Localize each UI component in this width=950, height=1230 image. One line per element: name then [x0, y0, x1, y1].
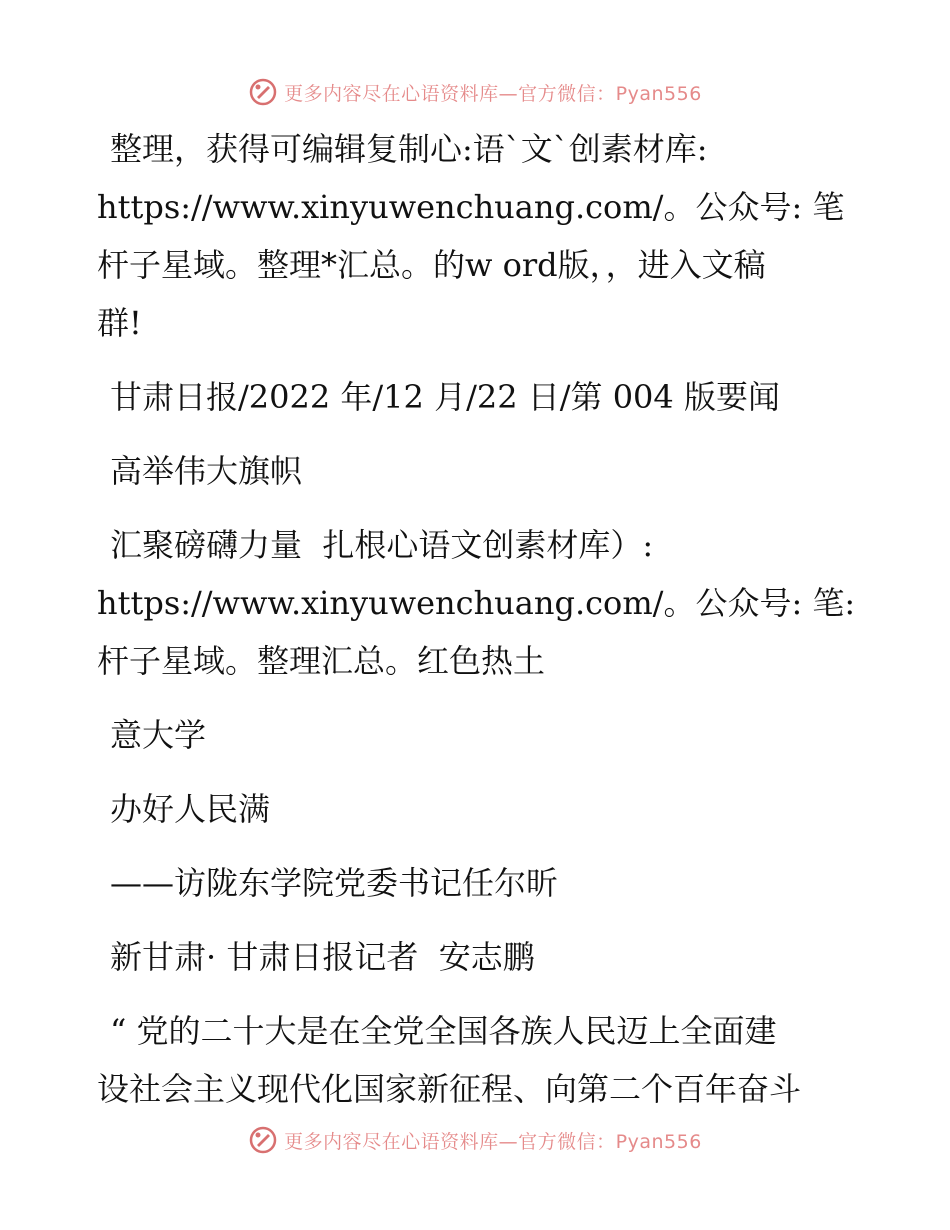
newspaper-source-line: 甘肃日报/2022 年/12 月/22 日/第 004 版要闻 — [110, 378, 780, 416]
subtitle-line: ——访陇东学院党委书记任尔昕 — [110, 864, 559, 902]
headline-line: 意大学 — [110, 716, 207, 754]
footer-watermark-banner — [0, 1120, 950, 1160]
paragraph-line: 杆子星域。整理汇总。红色热土 — [97, 642, 546, 680]
paragraph-line: https://www.xinyuwenchuang.com/。公众号: 笔: — [97, 584, 856, 622]
banner-text: 更多内容尽在心语资料库—官方微信：Pyan556 — [284, 82, 702, 105]
byline: 新甘肃· 甘肃日报记者 安志鹏 — [110, 938, 535, 976]
paragraph-line: “ 党的二十大是在全党全国各族人民迈上全面建 — [110, 1012, 777, 1050]
headline-line: 高举伟大旗帜 — [110, 452, 303, 490]
paragraph-line: https://www.xinyuwenchuang.com/。公众号: 笔 — [97, 188, 845, 226]
logo-icon — [248, 77, 278, 107]
headline-line: 汇聚磅礴力量 扎根心语文创素材库）: — [110, 526, 654, 564]
banner-wechat-id: Pyan556 — [615, 1130, 702, 1153]
paragraph-line: 群! — [97, 304, 142, 342]
paragraph-line: 设社会主义现代化国家新征程、向第二个百年奋斗 — [97, 1070, 802, 1108]
headline-line: 办好人民满 — [110, 790, 271, 828]
header-watermark-banner — [0, 72, 950, 112]
banner-text: 更多内容尽在心语资料库—官方微信：Pyan556 — [284, 1130, 702, 1153]
paragraph-line: 整理，获得可编辑复制心:语`文`创素材库: — [110, 130, 708, 168]
logo-icon — [248, 1125, 278, 1155]
paragraph-line: 杆子星域。整理*汇总。的w ord版，，进入文稿 — [97, 246, 766, 284]
document-body — [97, 120, 857, 1118]
banner-wechat-id: Pyan556 — [615, 82, 702, 105]
